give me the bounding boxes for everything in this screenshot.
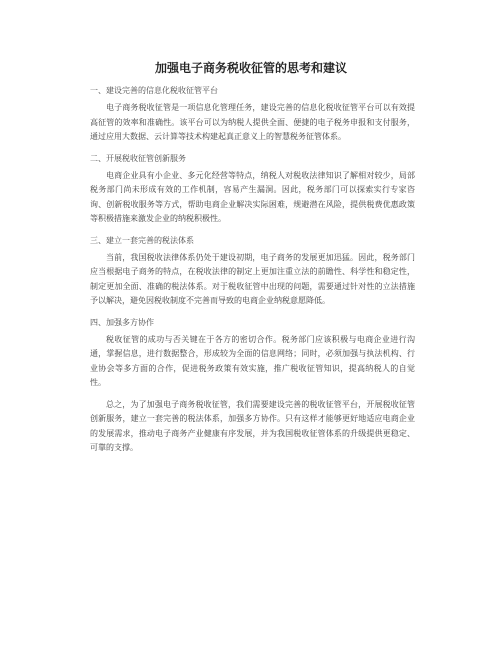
section-paragraph-2: 电商企业具有小企业、多元化经营等特点，纳税人对税收法律知识了解相对较少，局部税务部门尚未形成有效的工作机制，容易产生漏洞。因此，税务部门可以探索实行专家咨询、创新税收服务等方式，帮助电商企业解决实际困难，规避潜在风险，提供税费优惠政策等积极措施来激发企业的纳税积极性。 xyxy=(90,170,415,223)
section-heading-3: 三、建立一套完善的税法体系 xyxy=(90,235,194,245)
conclusion-paragraph: 总之，为了加强电子商务税收征管，我们需要建设完善的税收征管平台，开展税收征管创新服务，建立一套完善的税法体系，加强多方协作。只有这样才能够更好地适应电商企业的发展需求，推动电子商务产业健康有序发展，并为我国税收征管体系的升级提供更稳定、可靠的支撑。 xyxy=(90,399,415,452)
section-heading-1: 一、建设完善的信息化税收征管平台 xyxy=(90,86,218,95)
section-paragraph-1: 电子商务税收征管是一项信息化管理任务，建设完善的信息化税收征管平台可以有效提高征管的效率和准确性。该平台可以为纳税人提供全面、便捷的电子税务申报和支付服务，通过应用大数据、云计算等技术构建起真正意义上的智慧税务征管体系。 xyxy=(90,103,415,141)
document-title: 加强电子商务税收征管的思考和建议 xyxy=(154,61,347,75)
document-body xyxy=(90,84,415,463)
section-heading-4: 四、加强多方协作 xyxy=(90,317,154,327)
section-paragraph-4: 税收征管的成功与否关键在于各方的密切合作。税务部门应该积极与电商企业进行沟通，掌握信息，进行数据整合，形成较为全面的信息网络；同时，必须加强与执法机构、行业协会等多方面的合作，促进税务政策有效实施，推广税收征管知识，提高纳税人的自觉性。 xyxy=(90,334,415,387)
section-heading-2: 二、开展税收征管创新服务 xyxy=(90,153,186,163)
section-paragraph-3: 当前，我国税收法律体系仍处于建设初期，电子商务的发展更加迅猛。因此，税务部门应当根据电子商务的特点，在税收法律的制定上更加注重立法的前瞻性、科学性和稳定性，制定更加全面、准确的税法体系。对于税收征管中出现的问题，需要通过针对性的立法措施予以解决，避免因税收制度不完善而导致的电商企业纳税意愿降低。 xyxy=(90,252,415,305)
